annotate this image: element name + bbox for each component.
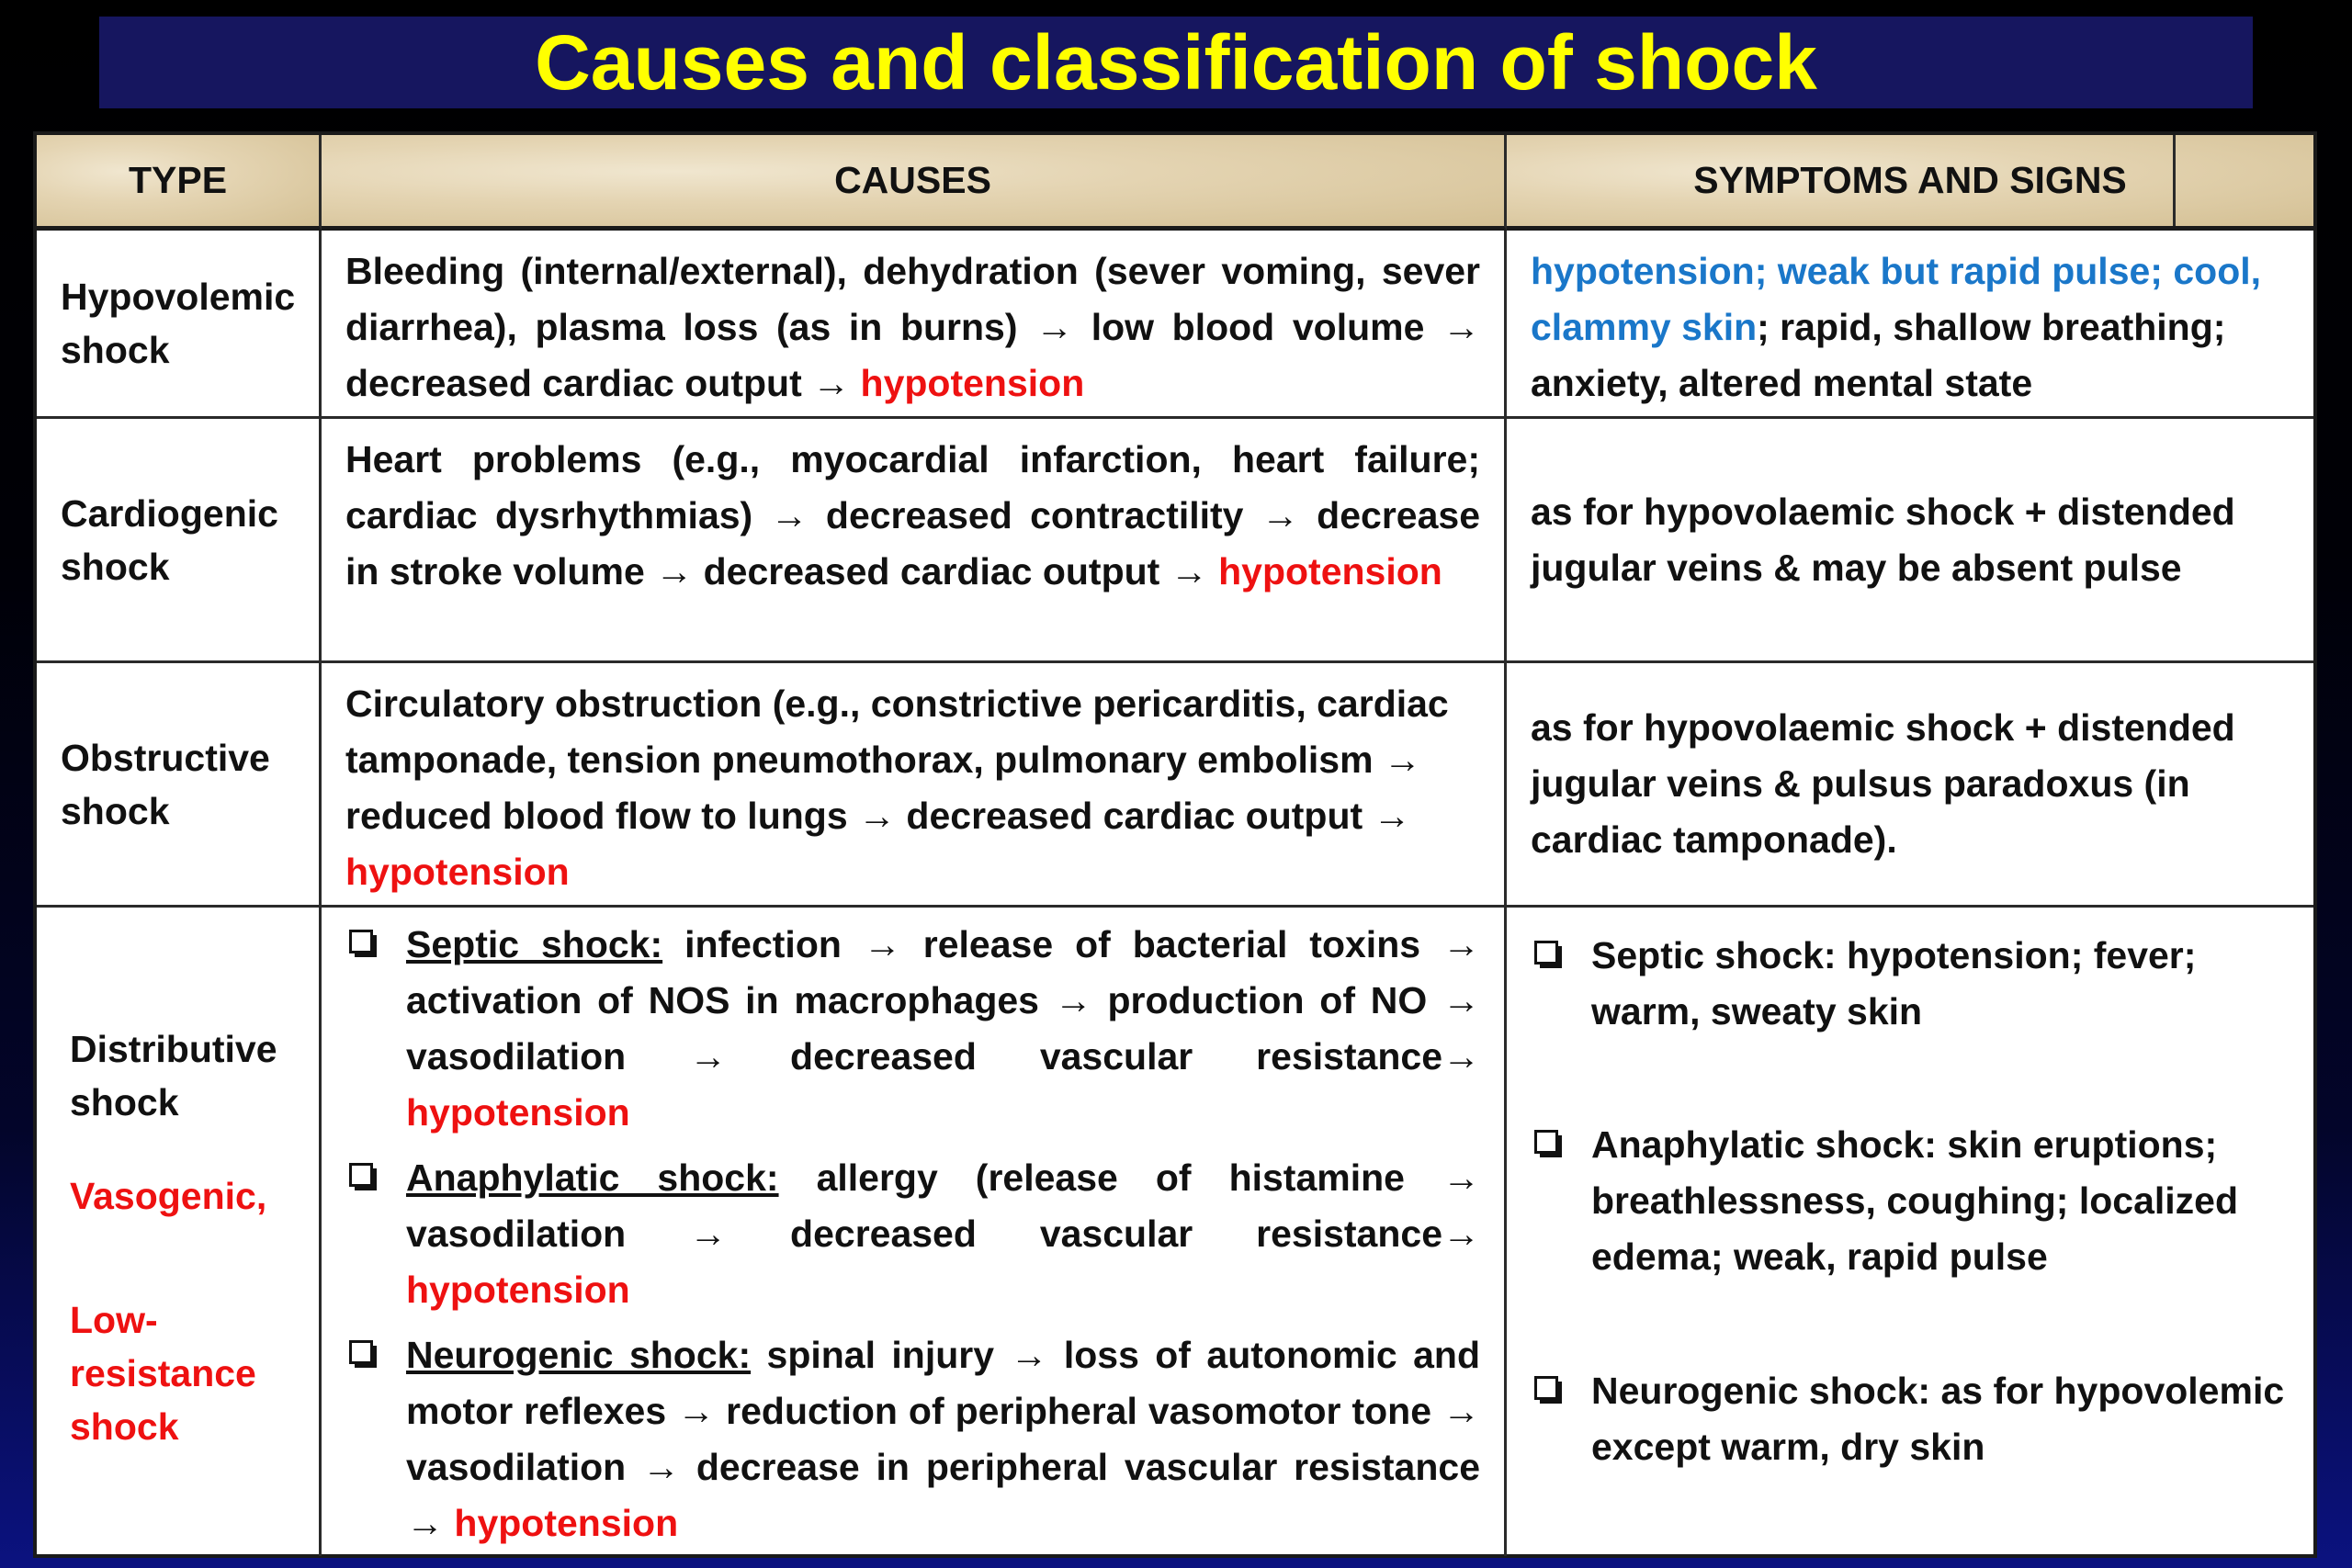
type-label: shock [61,329,170,371]
type-label: Obstructive [61,736,270,779]
signs-hypovolemic [1507,231,2313,419]
type-label: shock [70,1081,179,1123]
shock-classification-table [33,131,2317,1558]
signs-text: as for hypovolaemic shock + distended jugular veins & may be absent pulse [1531,490,2235,589]
causes-hypotension: hypotension [1218,550,1442,592]
type-label: Hypovolemic [61,276,296,318]
causes-cardiogenic [322,419,1507,663]
header-type [37,135,322,231]
causes-hypotension: hypotension [406,1269,630,1311]
header-causes [322,135,1507,231]
checkbox-bullet-icon [349,930,373,953]
type-obstructive [37,663,322,908]
causes-text: Circulatory obstruction (e.g., constrictive pericarditis, cardiac tamponade, tension pneumothorax, pulmonary embolism → reduced blood flow to lungs → decreased cardiac output → [345,682,1449,837]
header-signs-label: SYMPTOMS AND SIGNS [1693,159,2127,201]
type-label: Distributive [70,1028,277,1070]
list-item [345,1150,1480,1318]
subtype-label: Neurogenic shock: [406,1334,752,1376]
signs-text: Neurogenic shock: as for hypovolemic except warm, dry skin [1591,1370,2285,1468]
header-divider [2173,135,2176,226]
causes-hypotension: hypotension [406,1091,630,1134]
causes-hypovolemic [322,231,1507,419]
type-red-label: shock [70,1405,179,1448]
signs-text: as for hypovolaemic shock + distended jugular veins & pulsus paradoxus (in cardiac tamponade). [1531,706,2235,861]
type-distributive [37,908,322,1556]
page-title: Causes and classification of shock [535,18,1817,106]
list-item [1531,1117,2290,1285]
causes-distributive [322,908,1507,1556]
type-label: shock [61,789,170,832]
header-causes-label: CAUSES [834,159,991,201]
checkbox-bullet-icon [349,1163,373,1187]
type-cardiogenic [37,419,322,663]
causes-text: spinal injury → loss of autonomic and motor reflexes → reduction of peripheral vasomotor tone → vasodilation → decrease in peripheral vascular resistance → [406,1334,1480,1544]
signs-text: Anaphylatic shock: skin eruptions; breathlessness, coughing; localized edema; weak, rapid pulse [1591,1123,2239,1278]
list-item [1531,928,2290,1040]
causes-text: allergy (release of histamine → vasodilation → decreased vascular resistance→ [406,1156,1480,1255]
checkbox-bullet-icon [349,1340,373,1364]
causes-obstructive [322,663,1507,908]
signs-text: ; rapid, shallow breathing; anxiety, altered mental state [1531,306,2226,404]
subtype-label: Anaphylatic shock: [406,1156,779,1199]
signs-highlight: hypotension; weak but rapid pulse; cool, clammy skin [1531,250,2262,348]
list-item [345,917,1480,1141]
subtype-label: Septic shock: [406,923,663,965]
causes-text: infection → release of bacterial toxins → activation of NOS in macrophages → production of NO → vasodilation → decreased vascular resistance→ [406,923,1480,1077]
type-hypovolemic [37,231,322,419]
causes-hypotension: hypotension [860,362,1085,404]
type-label: shock [61,545,170,588]
list-item [345,1327,1480,1551]
causes-hypotension: hypotension [345,851,570,893]
type-label: Cardiogenic [61,491,278,535]
type-red-label: resistance [70,1352,256,1394]
type-red-label: Low- [70,1299,158,1341]
header-type-label: TYPE [128,159,228,201]
header-signs [1507,135,2313,231]
signs-distributive [1507,908,2313,1556]
checkbox-bullet-icon [1534,941,1558,964]
type-red-label: Vasogenic, [70,1175,267,1217]
signs-cardiogenic [1507,419,2313,663]
checkbox-bullet-icon [1534,1376,1558,1400]
causes-hypotension: hypotension [454,1502,679,1544]
causes-text: Heart problems (e.g., myocardial infarction, heart failure; cardiac dysrhythmias) → decreased contractility → decrease in stroke volume → decreased cardiac output → [345,438,1480,592]
causes-text: Bleeding (internal/external), dehydration (sever voming, sever diarrhea), plasma loss (as in burns) → low blood volume → decreased cardiac output → [345,250,1480,404]
title-bar [99,17,2253,108]
checkbox-bullet-icon [1534,1130,1558,1154]
signs-text: Septic shock: hypotension; fever; warm, sweaty skin [1591,934,2197,1032]
list-item [1531,1363,2290,1475]
signs-obstructive [1507,663,2313,908]
